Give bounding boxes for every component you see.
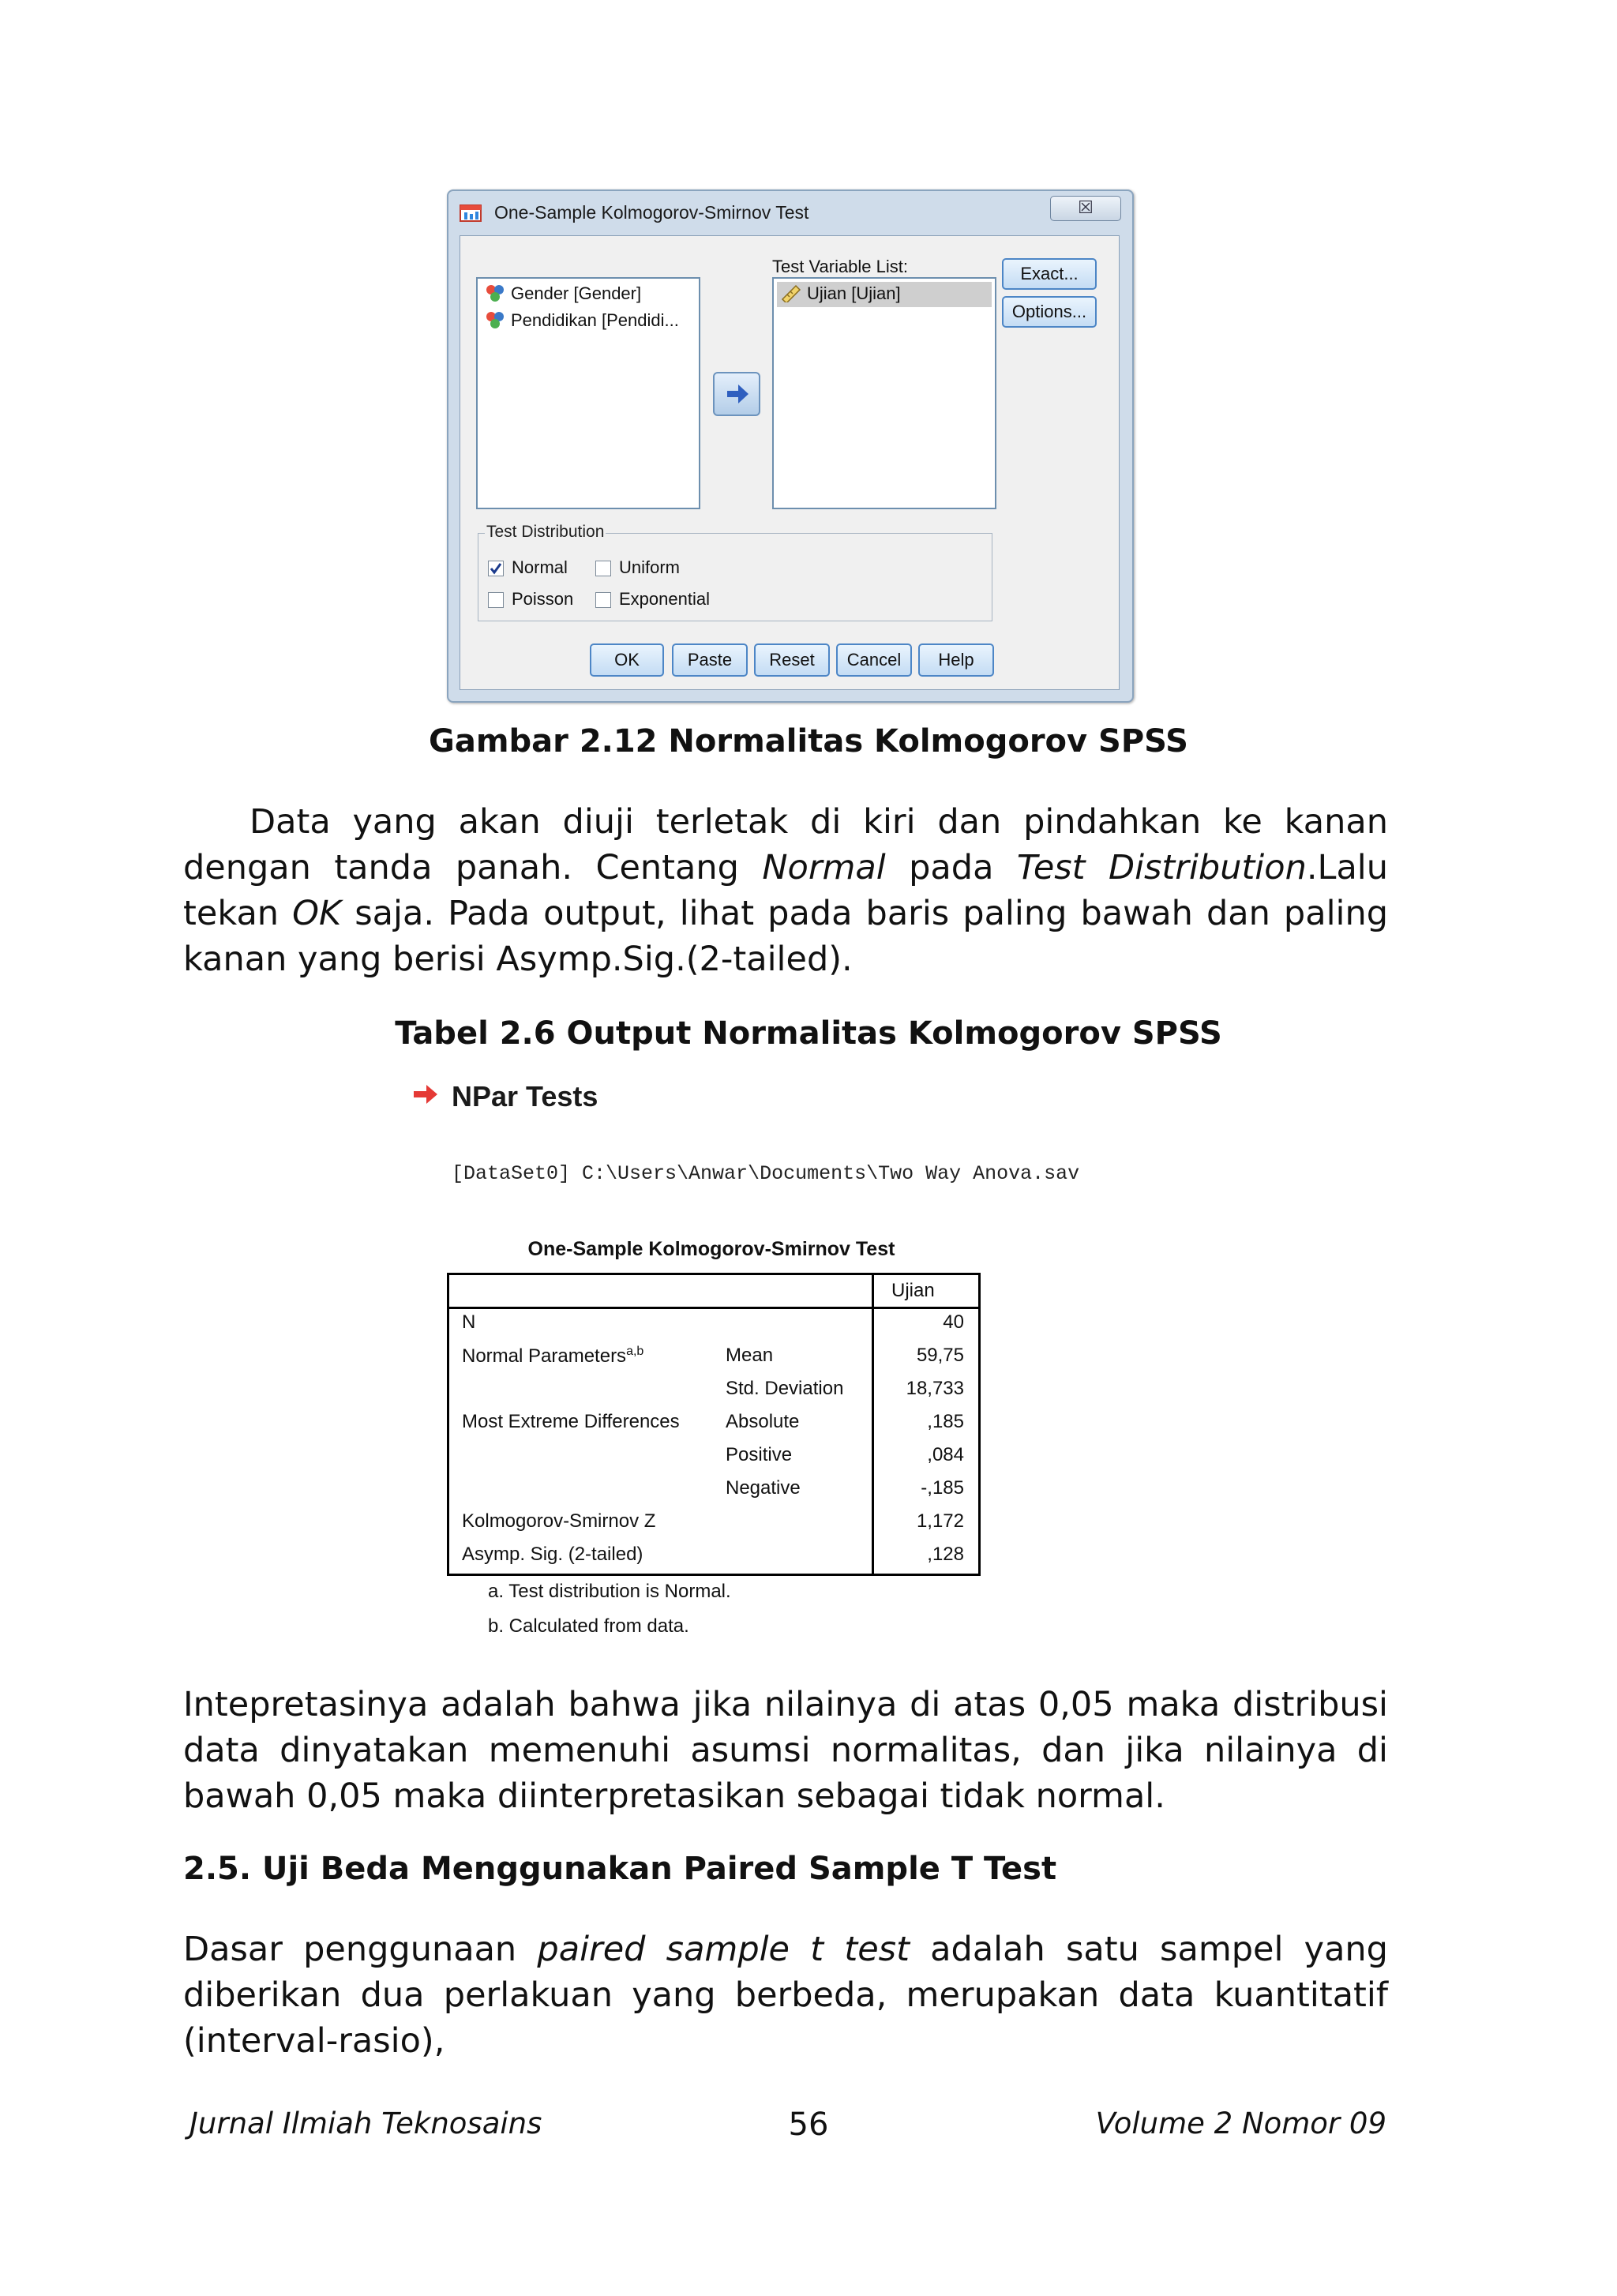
exponential-checkbox[interactable] <box>595 592 611 608</box>
footnote-marker: a,b <box>626 1345 644 1358</box>
row-sublabel: Negative <box>726 1477 801 1499</box>
row-label: Kolmogorov-Smirnov Z <box>462 1510 656 1532</box>
section-heading: 2.5. Uji Beda Menggunakan Paired Sample T Test <box>183 1851 1057 1887</box>
output-heading: NPar Tests <box>452 1080 598 1112</box>
list-item[interactable] <box>484 310 679 331</box>
variable-name: Pendidikan [Pendidi... <box>511 310 679 330</box>
scale-variable-icon <box>780 283 802 302</box>
uniform-checkbox[interactable] <box>595 561 611 576</box>
text-run: .Lalu tekan <box>183 848 1389 933</box>
nominal-variable-icon <box>484 283 506 302</box>
list-item[interactable] <box>484 283 641 304</box>
table-caption: Tabel 2.6 Output Normalitas Kolmogorov SPSS <box>395 1015 1222 1052</box>
page-number: 56 <box>788 2107 829 2143</box>
reset-button[interactable]: Reset <box>754 643 830 677</box>
table-divider <box>872 1275 874 1574</box>
italic-text: OK <box>292 894 342 933</box>
paragraph-2: Intepretasinya adalah bahwa jika nilainya di atas 0,05 maka distribusi data dinyatakan memenuhi asumsi normalitas, dan jika nilainya di bawah 0,05 maka diinterpretasikan sebagai tidak normal. <box>183 1685 1388 1816</box>
list-item-selected[interactable] <box>777 282 992 307</box>
exact-button[interactable]: Exact... <box>1002 258 1097 290</box>
row-value: -,185 <box>921 1477 964 1499</box>
row-value: 18,733 <box>906 1378 964 1399</box>
footer-volume: Volume 2 Nomor 09 <box>1095 2107 1386 2140</box>
row-label <box>462 1345 643 1367</box>
paragraph-3 <box>183 1926 1388 2064</box>
variable-name: Gender [Gender] <box>511 283 642 303</box>
poisson-checkbox[interactable] <box>488 592 504 608</box>
options-button[interactable]: Options... <box>1002 296 1097 328</box>
row-sublabel: Absolute <box>726 1411 800 1432</box>
test-variable-list[interactable] <box>772 277 996 509</box>
dialog-title: One-Sample Kolmogorov-Smirnov Test <box>494 202 809 223</box>
footer-journal: Jurnal Ilmiah Teknosains <box>189 2107 542 2140</box>
arrow-right-icon <box>412 1083 439 1105</box>
row-value: 59,75 <box>916 1345 964 1366</box>
normal-label: Normal <box>512 557 568 577</box>
normal-checkbox[interactable] <box>488 561 504 576</box>
ks-test-dialog <box>447 189 1134 703</box>
uniform-label: Uniform <box>619 557 681 577</box>
row-label: Asymp. Sig. (2-tailed) <box>462 1544 643 1565</box>
move-variable-button[interactable] <box>713 372 760 416</box>
cancel-button[interactable]: Cancel <box>836 643 912 677</box>
help-button[interactable]: Help <box>918 643 994 677</box>
ok-button[interactable]: OK <box>590 643 664 677</box>
test-variable-list-label: Test Variable List: <box>772 257 909 276</box>
figure-caption: Gambar 2.12 Normalitas Kolmogorov SPSS <box>429 723 1188 760</box>
row-value: ,084 <box>927 1444 964 1465</box>
row-value: ,128 <box>927 1544 964 1565</box>
table-footnote: b. Calculated from data. <box>488 1615 689 1637</box>
nominal-variable-icon <box>484 310 506 329</box>
dataset-path: [DataSet0] C:\Users\Anwar\Documents\Two Way Anova.sav <box>452 1162 1080 1185</box>
text-run: pada <box>885 848 1017 887</box>
paragraph-1 <box>183 799 1388 982</box>
column-header: Ujian <box>891 1280 935 1301</box>
row-label: Most Extreme Differences <box>462 1411 680 1432</box>
checkmark-icon <box>489 561 503 576</box>
dialog-app-icon <box>460 202 483 223</box>
arrow-right-icon <box>724 381 751 407</box>
text-run: Dasar penggunaan <box>183 1930 538 1969</box>
source-variable-list[interactable] <box>476 277 700 509</box>
dialog-body <box>460 235 1120 690</box>
paste-button[interactable]: Paste <box>672 643 748 677</box>
row-label: N <box>462 1311 476 1333</box>
exponential-label: Exponential <box>619 589 710 609</box>
table-divider <box>449 1307 978 1309</box>
italic-text: Test Distribution <box>1016 848 1307 887</box>
italic-text: paired sample t test <box>537 1930 910 1969</box>
row-sublabel: Mean <box>726 1345 774 1366</box>
test-distribution-legend: Test Distribution <box>486 523 605 541</box>
row-sublabel: Positive <box>726 1444 793 1465</box>
row-value: ,185 <box>927 1411 964 1432</box>
variable-name: Ujian [Ujian] <box>807 283 901 303</box>
poisson-label: Poisson <box>512 589 574 609</box>
row-value: 1,172 <box>916 1510 964 1532</box>
table-footnote: a. Test distribution is Normal. <box>488 1581 731 1602</box>
italic-text: Normal <box>762 848 886 887</box>
text-run: Data yang akan diuji terletak di kiri dan pindahkan ke kanan dengan tanda panah. Centang <box>183 802 1388 887</box>
row-sublabel: Std. Deviation <box>726 1378 844 1399</box>
output-table-title: One-Sample Kolmogorov-Smirnov Test <box>527 1238 895 1260</box>
test-distribution-group <box>478 523 992 621</box>
close-button[interactable]: ☒ <box>1050 196 1121 221</box>
row-value: 40 <box>943 1311 964 1333</box>
row-label-text: Normal Parameters <box>462 1345 627 1367</box>
dialog-titlebar <box>448 191 1132 235</box>
text-run: saja. Pada output, lihat pada baris paling bawah dan paling kanan yang berisi Asymp.Sig.(2-tailed). <box>183 894 1389 979</box>
text-run: adalah satu sampel yang diberikan dua perlakuan yang berbeda, merupakan data kuantitatif (interval-rasio), <box>183 1930 1388 2061</box>
output-table <box>447 1273 981 1576</box>
